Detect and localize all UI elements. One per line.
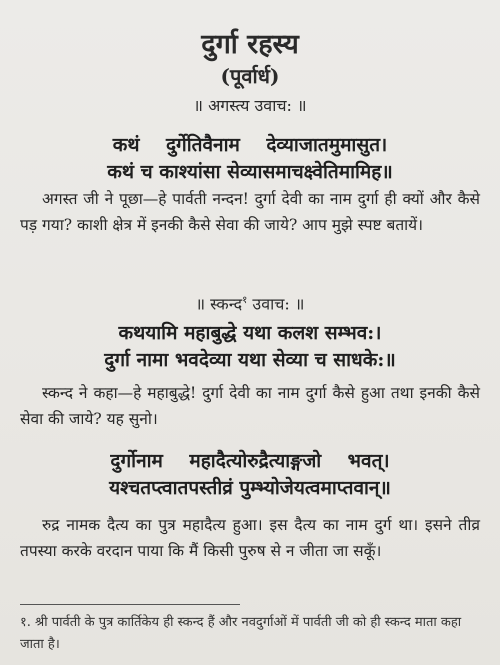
verse-2 xyxy=(0,320,500,374)
prose-paragraph-3 xyxy=(20,512,480,564)
verse-2-line-2: दुर्गा नामा भवदेव्या यथा सेव्या च साधके:॥ xyxy=(104,349,396,371)
speaker-2-before: ॥ स्कन्द xyxy=(195,294,243,314)
verse-3 xyxy=(0,448,500,502)
verse-2-line-1: कथयामि महाबुद्धे यथा कलश सम्भव:। xyxy=(118,322,382,344)
verse-1-line-1: कथं दुर्गेतिवैनाम देव्याजातमुमासुत। xyxy=(112,134,388,156)
verse-3-line-2: यश्चतप्त्वातपस्तीव्रं पुम्भ्योजेयत्वमाप्तवान्॥ xyxy=(109,477,391,499)
footnote-divider xyxy=(20,604,240,605)
footnote-marker: १ xyxy=(242,295,248,306)
verse-1-line-2: कथं च काश्यांसा सेव्यासमाचक्ष्वेतिमामिह॥ xyxy=(107,161,393,183)
footnote: १. श्री पार्वती के पुत्र कार्तिकेय ही स्कन्द हैं और नवदुर्गाओं में पार्वती जी को ही स्कन्द माता कहा जाता है। xyxy=(20,615,462,652)
prose-paragraph-1 xyxy=(20,186,480,238)
page-title: दुर्गा रहस्य xyxy=(201,29,299,60)
speaker-heading-skanda xyxy=(0,292,500,314)
verse-1 xyxy=(0,132,500,186)
prose-2-text: स्कन्द ने कहा—हे महाबुद्धे! दुर्गा देवी का नाम दुर्गा कैसे हुआ तथा इनकी कैसे सेवा की जाये? यह सुनो। xyxy=(20,384,480,428)
speaker-2-after: उवाच: ॥ xyxy=(247,294,305,314)
prose-paragraph-2 xyxy=(20,380,480,432)
prose-1-text: अगस्त जी ने पूछा—हे पार्वती नन्दन! दुर्गा देवी का नाम दुर्गा ही क्यों और कैसे पड़ गया? काशी क्षेत्र में इनकी कैसे सेवा की जाये? आप मुझे स्पष्ट बतायें। xyxy=(20,190,480,234)
page-subtitle: (पूर्वार्ध) xyxy=(220,64,280,88)
speaker-heading-agastya: ॥ अगस्त्य उवाच: ॥ xyxy=(193,96,307,115)
prose-3-text: रुद्र नामक दैत्य का पुत्र महादैत्य हुआ। इस दैत्य का नाम दुर्ग था। इसने तीव्र तपस्या करके वरदान पाया कि मैं किसी पुरुष से न जीता जा सकूँ। xyxy=(20,516,480,560)
verse-3-line-1: दुर्गोनाम महादैत्योरुद्रैत्याङ्गजो भवत्। xyxy=(110,450,390,472)
